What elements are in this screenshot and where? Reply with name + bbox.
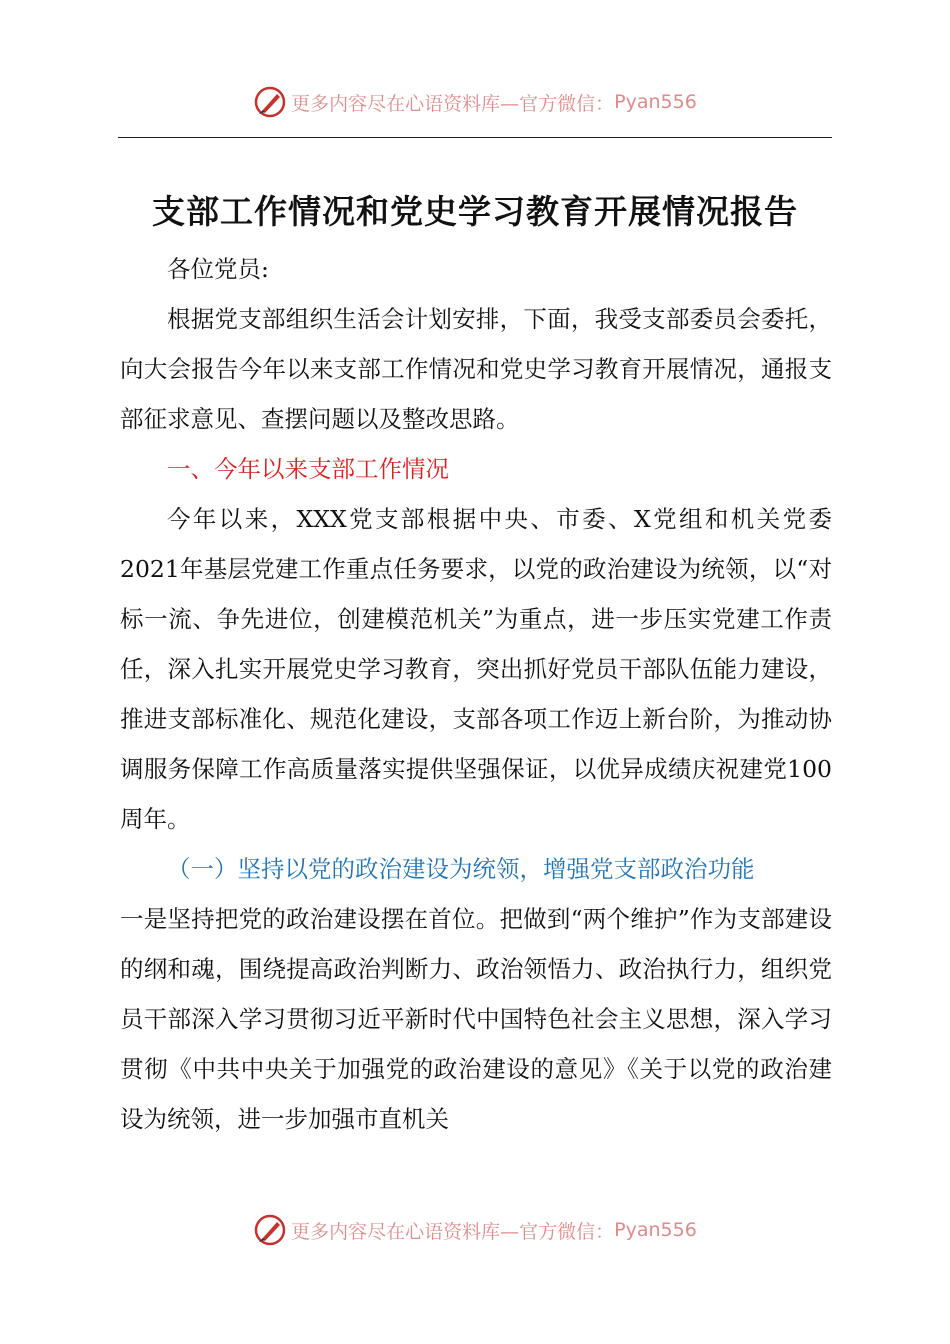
subsection-1-paragraph: 一是坚持把党的政治建设摆在首位。把做到“两个维护”作为支部建设的纲和魂，围绕提高政治判断力、政治领悟力、政治执行力，组织党员干部深入学习贯彻习近平新时代中国特色社会主义思想，深入学习贯彻《中共中央关于加强党的政治建设的意见》《关于以党的政治建设为统领，进一步加强市直机关	[120, 905, 832, 1133]
intro-paragraph: 根据党支部组织生活会计划安排，下面，我受支部委员会委托，向大会报告今年以来支部工作情况和党史学习教育开展情况，通报支部征求意见、查摆问题以及整改思路。	[120, 305, 832, 433]
section-heading-1: 一、今年以来支部工作情况	[167, 455, 449, 483]
section-1-paragraph: 今年以来，XXX党支部根据中央、市委、X党组和机关党委2021年基层党建工作重点任务要求，以党的政治建设为统领，以“对标一流、争先进位，创建模范机关”为重点，进一步压实党建工作责任，深入扎实开展党史学习教育，突出抓好党员干部队伍能力建设，推进支部标准化、规范化建设，支部各项工作迈上新台阶，为推动协调服务保障工作高质量落实提供坚强保证，以优异成绩庆祝建党100周年。	[120, 505, 832, 833]
banner-text: 更多内容尽在心语资料库—官方微信：	[291, 92, 615, 115]
subsection-heading-1: （一）坚持以党的政治建设为统领，增强党支部政治功能	[167, 855, 755, 883]
document-body	[120, 244, 832, 1144]
pen-circle-logo-icon	[253, 85, 287, 119]
banner-text: 更多内容尽在心语资料库—官方微信：	[291, 1220, 615, 1243]
footer-banner	[0, 1210, 950, 1250]
header-divider	[118, 137, 832, 138]
banner-wechat-id: Pyan556	[614, 91, 697, 113]
salutation: 各位党员:	[167, 255, 269, 283]
header-banner	[0, 82, 950, 122]
pen-circle-logo-icon	[253, 1213, 287, 1247]
banner-wechat-id: Pyan556	[614, 1219, 697, 1241]
document-title: 支部工作情况和党史学习教育开展情况报告	[152, 192, 798, 231]
